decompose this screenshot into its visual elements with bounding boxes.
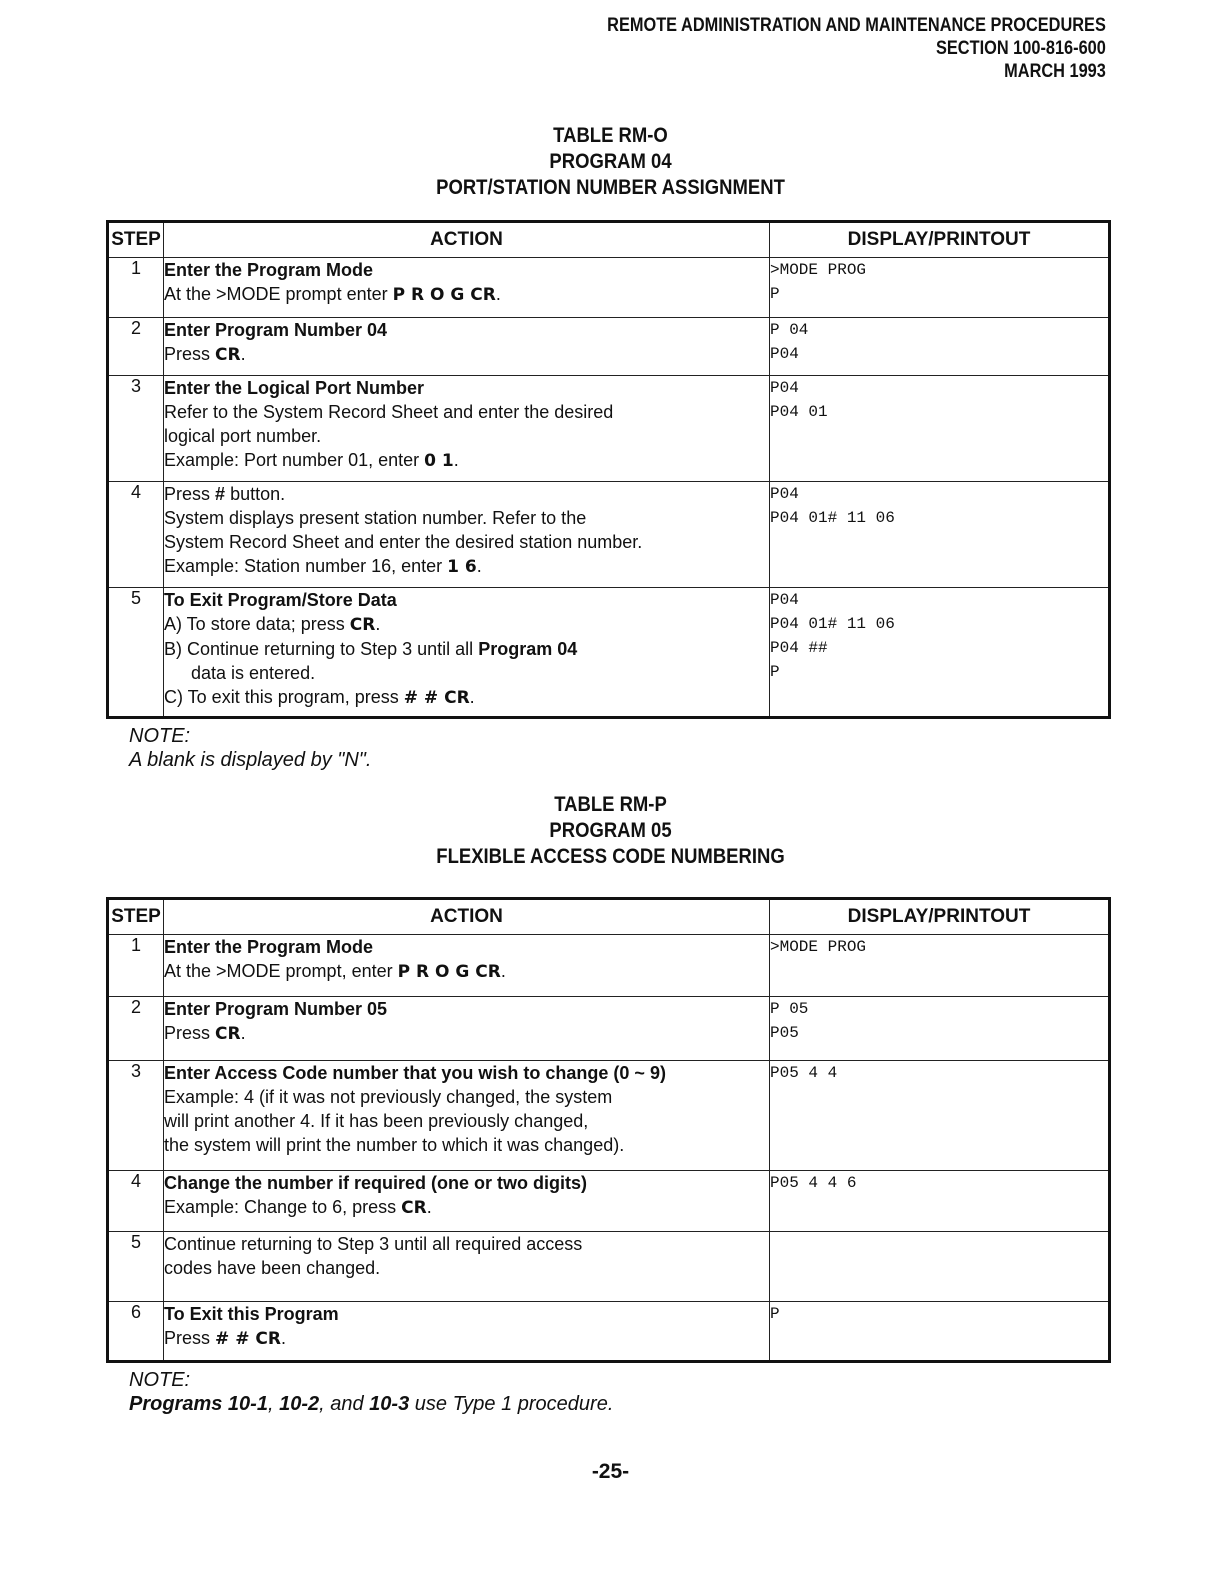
action-line: Continue returning to Step 3 until all required access: [164, 1234, 583, 1254]
action-line: Press CR.: [164, 344, 246, 365]
action-line: System displays present station number. Refer to the: [164, 508, 587, 528]
table-p-title-line1: TABLE RM-P: [554, 793, 667, 816]
action-line: Press CR.: [164, 1023, 246, 1044]
step-number: 6: [108, 1302, 164, 1362]
display-cell: P04 P04 01# 11 06: [770, 482, 1110, 588]
table-row: [108, 258, 1110, 318]
table-row: [108, 318, 1110, 376]
table-o: [106, 220, 1111, 719]
action-cell: [164, 258, 770, 318]
table-p-title-line2: PROGRAM 05: [549, 819, 672, 842]
key-sequence: CR: [215, 1024, 241, 1044]
action-heading: Enter Program Number 05: [164, 999, 388, 1019]
step-number: 4: [108, 482, 164, 588]
table-row: [108, 935, 1110, 997]
table-row: [108, 1061, 1110, 1171]
action-heading: Enter Access Code number that you wish to change (0 ~ 9): [164, 1063, 666, 1083]
table-row: [108, 1232, 1110, 1302]
display-cell: P04 P04 01# 11 06 P04 ## P: [770, 588, 1110, 718]
action-line: Example: Change to 6, press CR.: [164, 1197, 432, 1218]
key-sequence: 1 6: [447, 557, 477, 577]
table-o-title: [0, 123, 1221, 201]
display-cell: P04 P04 01: [770, 376, 1110, 482]
table-p: [106, 897, 1111, 1363]
note-text: A blank is displayed by "N".: [129, 749, 372, 771]
display-cell: P05 4 4 6: [770, 1171, 1110, 1232]
key-sequence: P R O G CR: [392, 285, 496, 305]
action-line: Press # # CR.: [164, 1328, 286, 1349]
action-cell: [164, 588, 770, 718]
action-heading: Enter Program Number 04: [164, 320, 388, 340]
table-row: [108, 482, 1110, 588]
action-cell: [164, 1171, 770, 1232]
action-cell: [164, 482, 770, 588]
action-heading: Change the number if required (one or two digits): [164, 1173, 588, 1193]
page-header: [607, 14, 1106, 83]
action-cell: [164, 1061, 770, 1171]
action-line: At the >MODE prompt, enter P R O G CR.: [164, 961, 506, 982]
display-cell: P05 4 4: [770, 1061, 1110, 1171]
header-title: REMOTE ADMINISTRATION AND MAINTENANCE PROCEDURES: [607, 15, 1106, 36]
table-o-note: [129, 724, 371, 772]
action-cell: [164, 318, 770, 376]
step-number: 5: [108, 588, 164, 718]
action-line: codes have been changed.: [164, 1258, 381, 1278]
table-header-row: [108, 222, 1110, 258]
display-cell: [770, 1232, 1110, 1302]
key-sequence: CR: [349, 615, 376, 635]
action-line: Refer to the System Record Sheet and enter the desired: [164, 402, 614, 422]
action-line: will print another 4. If it has been previously changed,: [164, 1111, 589, 1131]
action-line: C) To exit this program, press # # CR.: [164, 687, 475, 708]
step-number: 1: [108, 935, 164, 997]
header-section: SECTION 100-816-600: [936, 38, 1106, 59]
action-line: B) Continue returning to Step 3 until all Program 04: [164, 639, 578, 659]
col-header-display: DISPLAY/PRINTOUT: [770, 899, 1110, 935]
table-o-title-line1: TABLE RM-O: [553, 124, 668, 147]
table-p-note: [129, 1368, 613, 1416]
key-sequence: # # CR: [403, 688, 470, 708]
col-header-step: STEP: [108, 222, 164, 258]
col-header-display: DISPLAY/PRINTOUT: [770, 222, 1110, 258]
table-o-title-line2: PROGRAM 04: [549, 150, 672, 173]
step-number: 2: [108, 997, 164, 1061]
action-heading: Enter the Program Mode: [164, 937, 374, 957]
table-row: [108, 997, 1110, 1061]
key-sequence: #: [215, 484, 226, 504]
table-row: [108, 376, 1110, 482]
header-date: MARCH 1993: [1004, 61, 1106, 82]
table-row: [108, 1171, 1110, 1232]
col-header-action: ACTION: [164, 899, 770, 935]
action-line: the system will print the number to which it was changed).: [164, 1135, 625, 1155]
table-header-row: [108, 899, 1110, 935]
action-line: Example: Station number 16, enter 1 6.: [164, 556, 482, 577]
action-cell: [164, 376, 770, 482]
action-line: Press # button.: [164, 484, 286, 504]
action-heading: Enter the Program Mode: [164, 260, 374, 280]
page-number: -25-: [591, 1460, 630, 1483]
key-sequence: CR: [215, 345, 241, 365]
action-cell: [164, 1302, 770, 1362]
step-number: 3: [108, 1061, 164, 1171]
key-sequence: P R O G CR: [397, 962, 501, 982]
step-number: 2: [108, 318, 164, 376]
action-cell: [164, 1232, 770, 1302]
key-sequence: 0 1: [424, 451, 454, 471]
display-cell: P: [770, 1302, 1110, 1362]
step-number: 1: [108, 258, 164, 318]
col-header-action: ACTION: [164, 222, 770, 258]
display-cell: P 05 P05: [770, 997, 1110, 1061]
table-p-title-line3: FLEXIBLE ACCESS CODE NUMBERING: [436, 845, 785, 868]
col-header-step: STEP: [108, 899, 164, 935]
action-cell: [164, 997, 770, 1061]
action-cell: [164, 935, 770, 997]
key-sequence: CR: [401, 1198, 427, 1218]
action-line: data is entered.: [191, 663, 316, 683]
action-line: A) To store data; press CR.: [164, 614, 381, 635]
action-line: System Record Sheet and enter the desired station number.: [164, 532, 643, 552]
action-line: Example: 4 (if it was not previously changed, the system: [164, 1087, 613, 1107]
display-cell: >MODE PROG: [770, 935, 1110, 997]
table-o-title-line3: PORT/STATION NUMBER ASSIGNMENT: [436, 176, 785, 199]
table-row: [108, 588, 1110, 718]
display-cell: P 04 P04: [770, 318, 1110, 376]
display-cell: >MODE PROG P: [770, 258, 1110, 318]
key-sequence: # # CR: [215, 1329, 281, 1349]
action-line: logical port number.: [164, 426, 322, 446]
table-row: [108, 1302, 1110, 1362]
action-heading: To Exit this Program: [164, 1304, 339, 1324]
action-heading: To Exit Program/Store Data: [164, 590, 397, 610]
step-number: 4: [108, 1171, 164, 1232]
step-number: 3: [108, 376, 164, 482]
action-line: Example: Port number 01, enter 0 1.: [164, 450, 459, 471]
note-label: NOTE:: [129, 1369, 191, 1391]
table-p-title: [0, 792, 1221, 870]
note-label: NOTE:: [129, 725, 191, 747]
step-number: 5: [108, 1232, 164, 1302]
note-text: Programs 10-1, 10-2, and 10-3 use Type 1 procedure.: [129, 1393, 614, 1415]
action-line: At the >MODE prompt enter P R O G CR.: [164, 284, 501, 305]
action-heading: Enter the Logical Port Number: [164, 378, 425, 398]
